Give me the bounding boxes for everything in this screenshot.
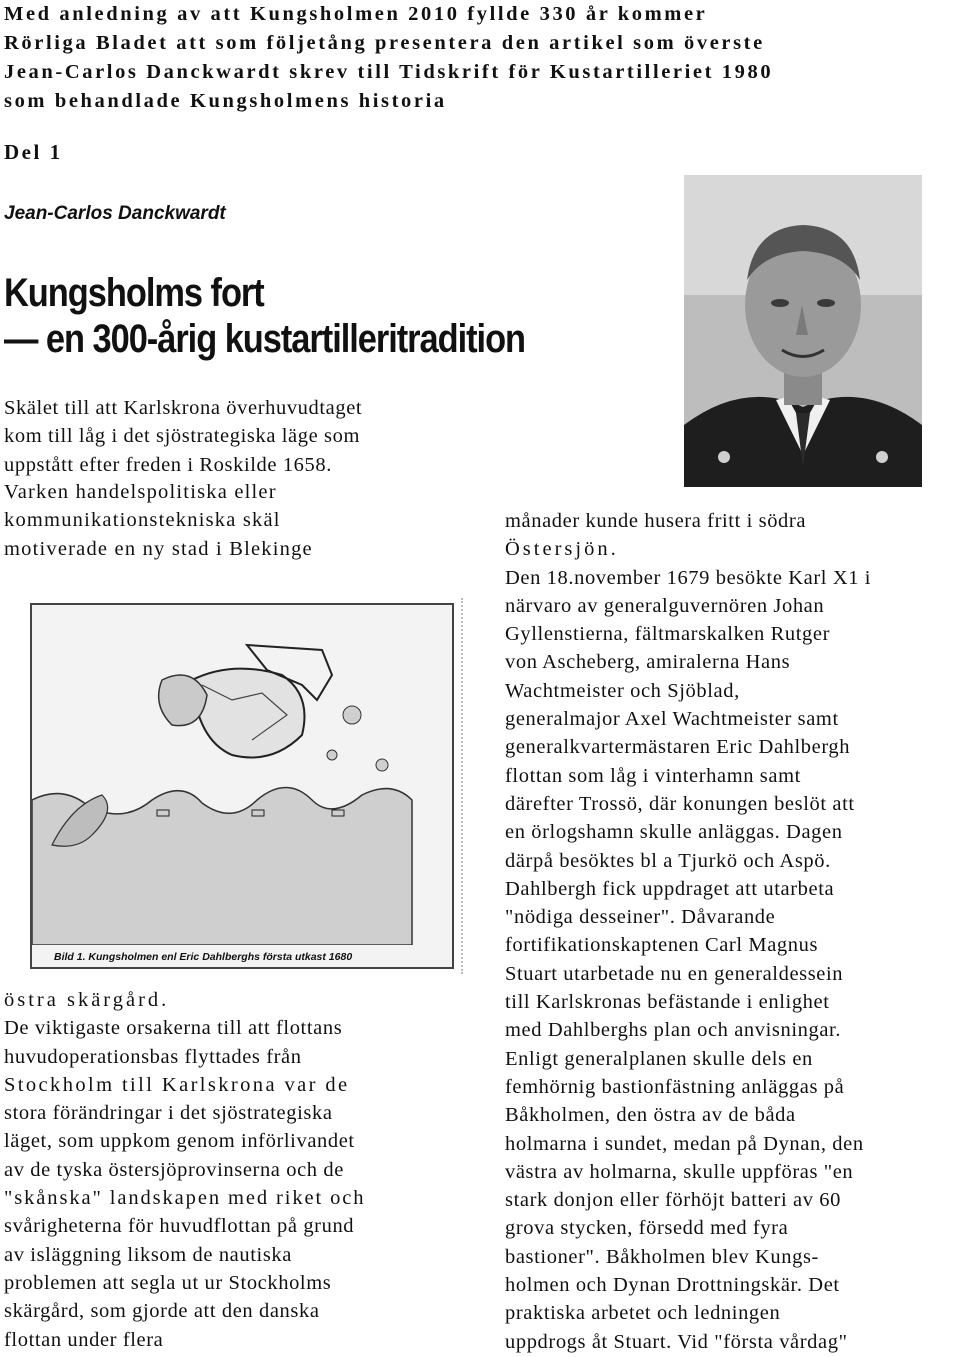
author-name: Jean-Carlos Danckwardt — [4, 203, 226, 224]
text-line: generalmajor Axel Wachtmeister samt — [505, 708, 839, 731]
text-line: stora förändringar i det sjöstrategiska — [4, 1102, 333, 1125]
text-line: Den 18.november 1679 besökte Karl X1 i — [505, 566, 872, 589]
lead-line: uppstått efter freden i Roskilde 1658. — [4, 453, 332, 476]
text-line: fortifikationskaptenen Carl Magnus — [505, 934, 819, 957]
text-line: holmen och Dynan Drottningskär. Det — [505, 1274, 840, 1297]
text-line: månader kunde husera fritt i södra — [505, 510, 807, 532]
text-line: femhörnig bastionfästning anläggas på — [505, 1075, 845, 1098]
lead-paragraph — [4, 394, 474, 479]
text-line: holmarna i sundet, medan på Dynan, den — [505, 1132, 864, 1155]
lead-paragraph-cont — [4, 478, 474, 563]
intro-line: Rörliga Bladet att som följetång presentera den artikel som överste — [4, 32, 765, 54]
text-line: med Dahlberghs plan och anvisningar. — [505, 1019, 842, 1042]
text-line: grova stycken, försedd med fyra — [505, 1217, 789, 1240]
text-line: "skånska" landskapen med riket och — [4, 1187, 366, 1210]
text-line: huvudoperationsbas flyttades från — [4, 1045, 302, 1068]
lead-line: kommunikationstekniska skäl — [4, 509, 281, 532]
text-line: östra skärgård. — [4, 989, 170, 1011]
text-line: Wachtmeister och Sjöblad, — [505, 679, 740, 702]
text-line: därpå besöktes bl a Tjurkö och Aspö. — [505, 849, 831, 872]
author-portrait — [684, 175, 922, 487]
column-divider — [461, 598, 463, 974]
map-figure — [30, 603, 454, 969]
text-line: problemen att segla ut ur Stockholms — [4, 1271, 332, 1294]
text-line: närvaro av generalguvernören Johan — [505, 594, 825, 617]
right-column-body — [505, 507, 960, 1356]
text-line: Båkholmen, den östra av de båda — [505, 1104, 796, 1127]
text-line: därefter Trossö, där konungen beslöt att — [505, 792, 855, 815]
text-line: västra av holmarna, skulle uppföras "en — [505, 1160, 854, 1183]
text-line: en örlogshamn skulle anläggas. Dagen — [505, 821, 843, 844]
text-line: Östersjön. — [505, 538, 619, 561]
text-line: bastioner". Båkholmen blev Kungs- — [505, 1245, 819, 1268]
portrait-illustration — [684, 175, 922, 487]
intro-text — [4, 0, 864, 116]
text-line: Enligt generalplanen skulle dels en — [505, 1047, 813, 1070]
text-line: av de tyska östersjöprovinserna och de — [4, 1158, 344, 1181]
headline-line: — en 300-årig kustartilleritradition — [4, 317, 526, 361]
lead-line: kom till låg i det sjöstrategiska läge som — [4, 425, 360, 448]
text-line: von Ascheberg, amiralerna Hans — [505, 651, 791, 674]
figure-caption: Bild 1. Kungsholmen enl Eric Dahlberghs första utkast 1680 — [54, 951, 353, 963]
text-line: "nödiga desseiner". Dåvarande — [505, 906, 776, 929]
text-line: Gyllenstierna, fältmarskalken Rutger — [505, 623, 831, 646]
intro-line: Jean-Carlos Danckwardt skrev till Tidskrift för Kustartilleriet 1980 — [4, 61, 774, 83]
text-line: av isläggning liksom de nautiska — [4, 1243, 292, 1266]
lead-line: Skälet till att Karlskrona överhuvudtaget — [4, 397, 363, 419]
text-line: flottan under flera — [4, 1328, 164, 1351]
text-line: Dahlbergh fick uppdraget att utarbeta — [505, 877, 835, 900]
text-line: generalkvartermästaren Eric Dahlbergh — [505, 736, 851, 759]
text-line: uppdrogs åt Stuart. Vid "första vårdag" — [505, 1330, 848, 1353]
text-line: De viktigaste orsakerna till att flottans — [4, 1017, 343, 1040]
text-line: till Karlskronas befästande i enlighet — [505, 991, 830, 1014]
intro-line: Med anledning av att Kungsholmen 2010 fyllde 330 år kommer — [4, 3, 708, 25]
lead-line: motiverade en ny stad i Blekinge — [4, 537, 313, 560]
lead-line: Varken handelspolitiska eller — [4, 481, 277, 503]
text-line: läget, som uppkom genom införlivandet — [4, 1130, 355, 1153]
text-line: svårigheterna för huvudflottan på grund — [4, 1215, 355, 1238]
map-illustration — [32, 605, 452, 945]
text-line: praktiska arbetet och ledningen — [505, 1302, 781, 1325]
text-line: stark donjon eller förhöjt batteri av 60 — [505, 1189, 841, 1212]
part-label: Del 1 — [4, 140, 63, 164]
text-line: flottan som låg i vinterhamn samt — [505, 764, 801, 787]
intro-line: som behandlade Kungsholmens historia — [4, 90, 447, 112]
headline-line: Kungsholms fort — [4, 271, 264, 315]
article-headline — [4, 270, 525, 362]
text-line: skärgård, som gjorde att den danska — [4, 1300, 320, 1323]
text-line: Stockholm till Karlskrona var de — [4, 1073, 350, 1096]
text-line: Stuart utarbetade nu en generaldessein — [505, 962, 844, 985]
left-column-body — [4, 986, 474, 1354]
